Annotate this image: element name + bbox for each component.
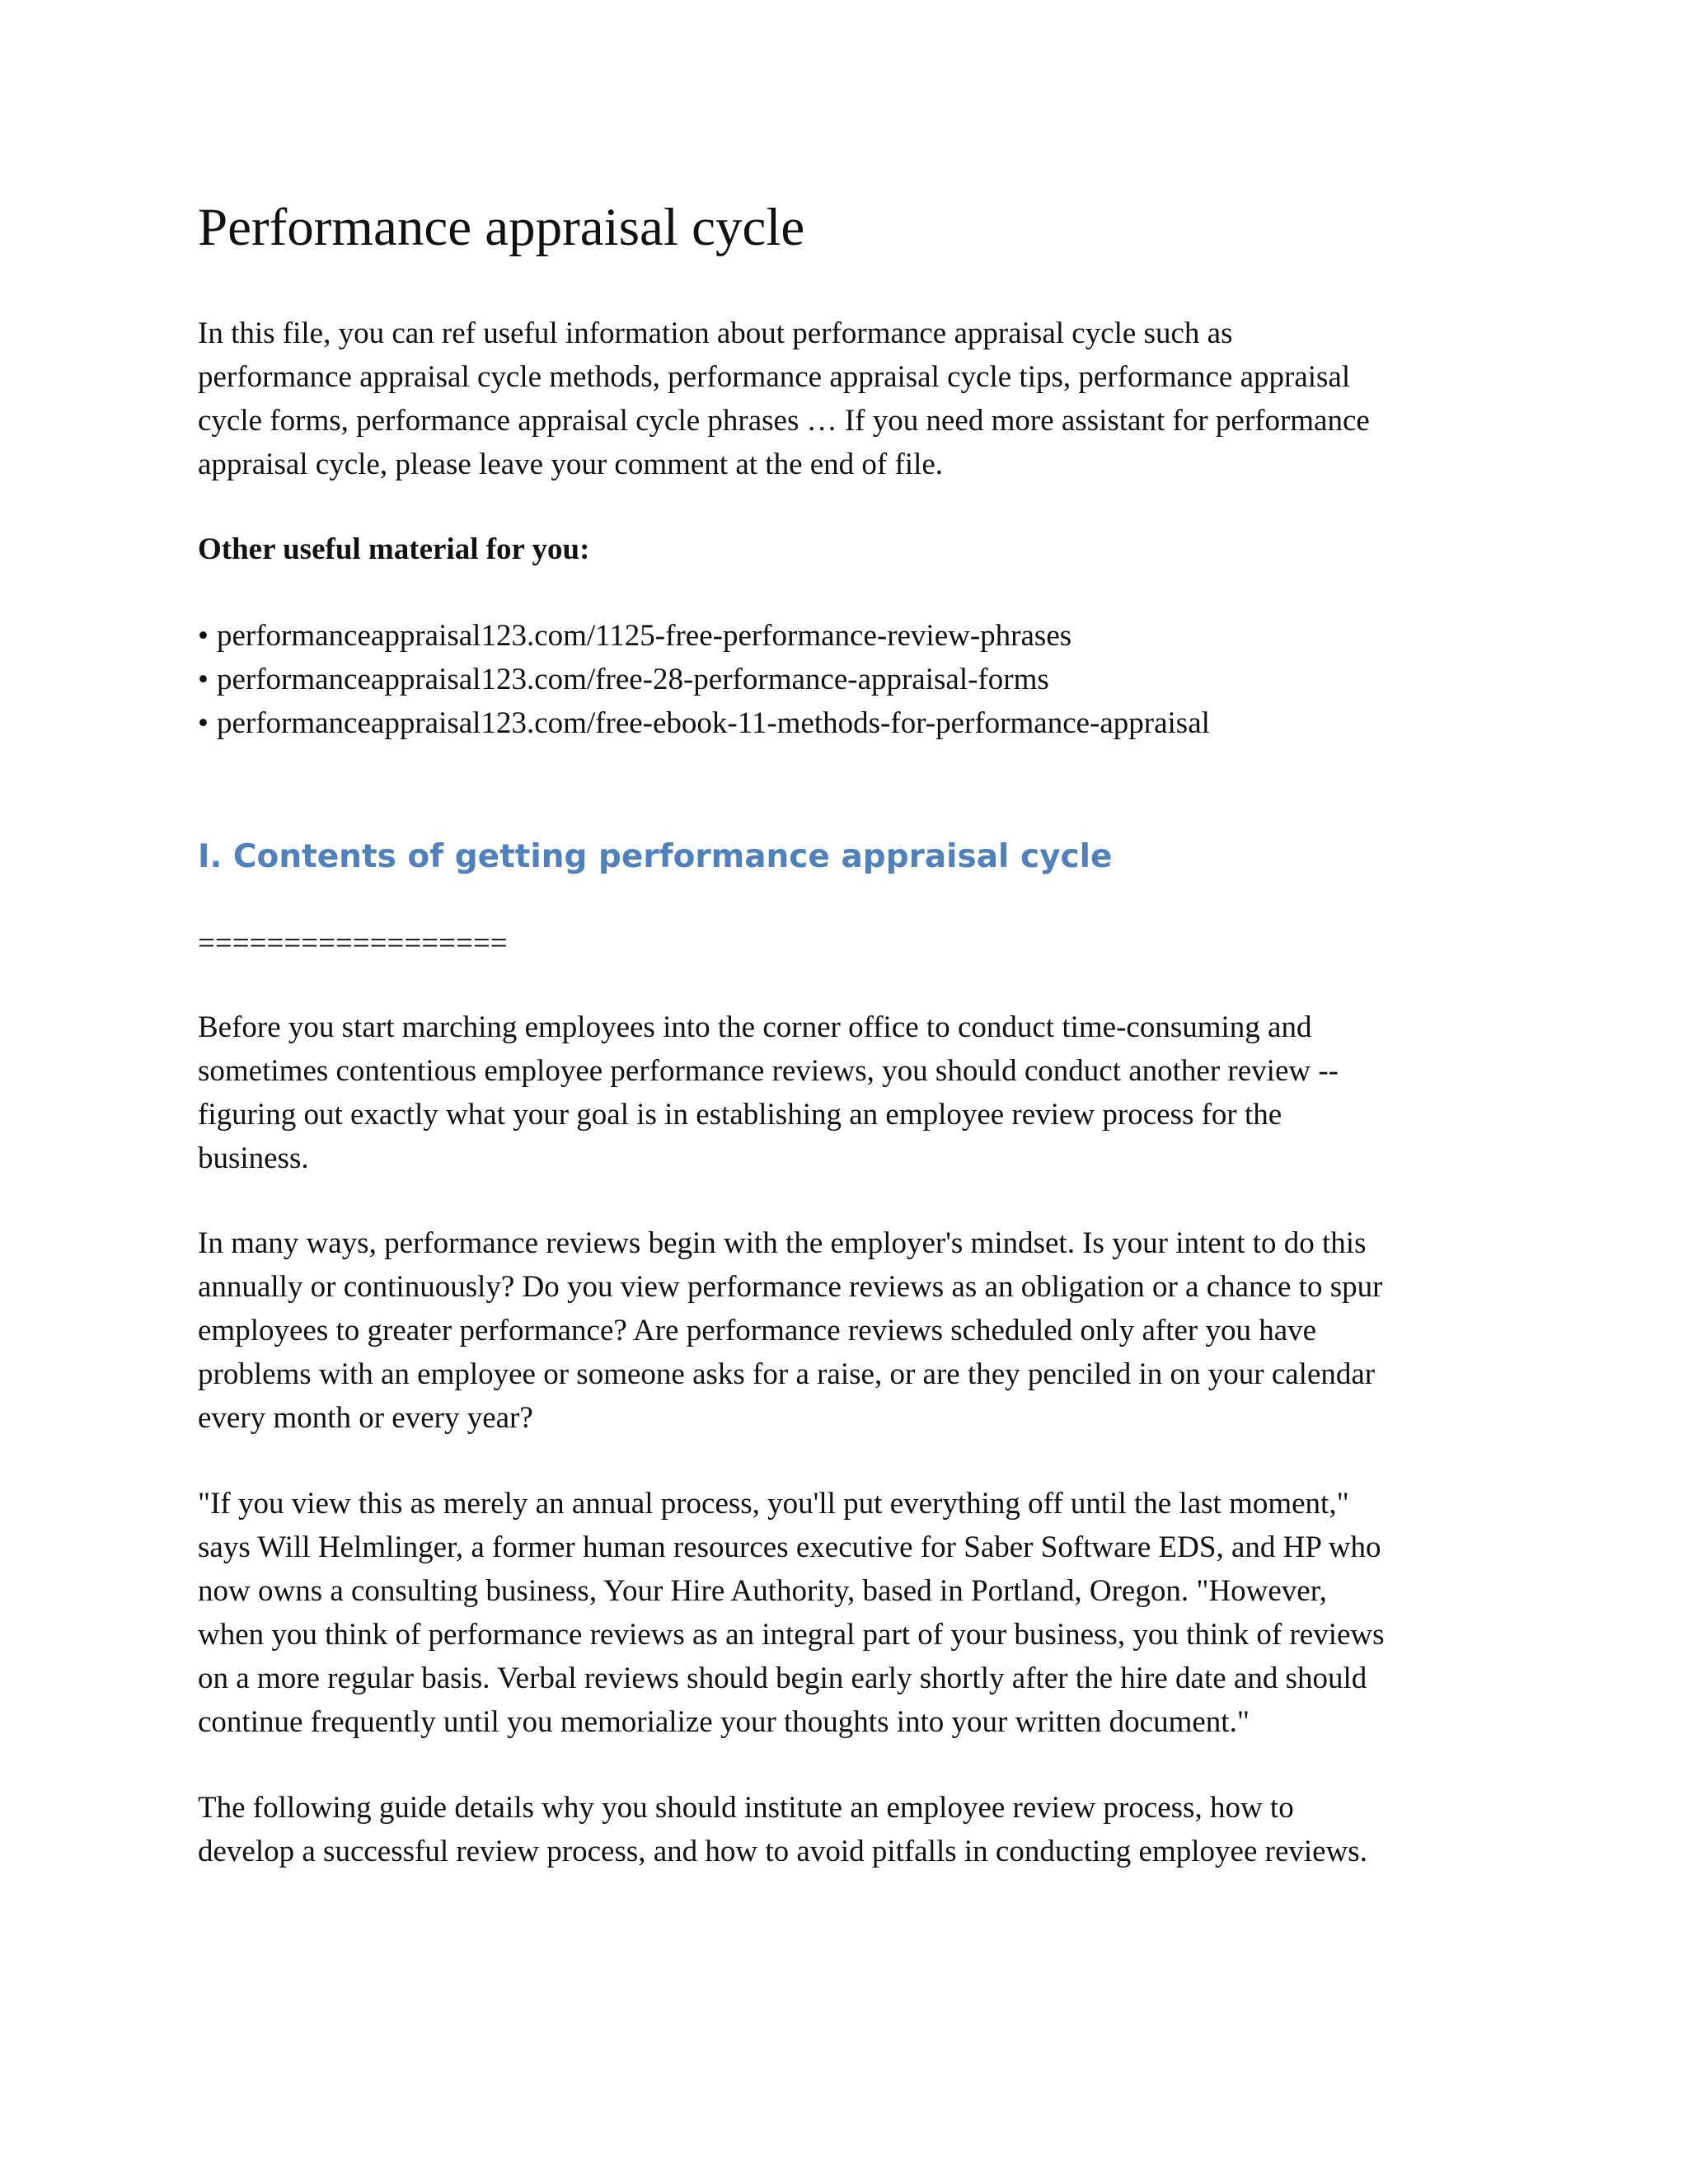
paragraph-line: now owns a consulting business, Your Hire Authority, based in Portland, Oregon. "However, (198, 1574, 1327, 1608)
paragraph-line: problems with an employee or someone asks for a raise, or are they penciled in on your calendar (198, 1357, 1376, 1391)
paragraph-line: figuring out exactly what your goal is in establishing an employee review process for the (198, 1098, 1282, 1132)
body-paragraph (198, 1005, 1500, 1180)
resource-link-text[interactable]: performanceappraisal123.com/free-28-performance-appraisal-forms (216, 663, 1049, 696)
resource-link-item[interactable] (198, 701, 1210, 745)
paragraph-line: annually or continuously? Do you view performance reviews as an obligation or a chance to spur (198, 1270, 1383, 1304)
intro-paragraph (198, 312, 1500, 486)
resource-link-item[interactable] (198, 614, 1210, 658)
bullet-icon: • (198, 619, 209, 653)
paragraph-line: develop a successful review process, and how to avoid pitfalls in conducting employee reviews. (198, 1835, 1367, 1868)
paragraph-line: employees to greater performance? Are performance reviews scheduled only after you have (198, 1314, 1317, 1347)
paragraph-line: when you think of performance reviews as an integral part of your business, you think of reviews (198, 1618, 1385, 1652)
paragraph-line: In many ways, performance reviews begin with the employer's mindset. Is your intent to do this (198, 1226, 1367, 1260)
paragraph-line: The following guide details why you should institute an employee review process, how to (198, 1791, 1294, 1825)
paragraph-line: continue frequently until you memorialize your thoughts into your written document." (198, 1705, 1250, 1739)
paragraph-line: on a more regular basis. Verbal reviews should begin early shortly after the hire date and should (198, 1661, 1367, 1695)
separator-line: ================== (198, 926, 508, 960)
paragraph-line: Before you start marching employees into the corner office to conduct time-consuming and (198, 1010, 1312, 1044)
resource-link-item[interactable] (198, 658, 1210, 701)
intro-line: performance appraisal cycle methods, performance appraisal cycle tips, performance appraisal (198, 360, 1351, 394)
page-title: Performance appraisal cycle (198, 198, 805, 257)
other-material-heading: Other useful material for you: (198, 532, 590, 566)
bullet-icon: • (198, 706, 209, 740)
intro-line: cycle forms, performance appraisal cycle phrases … If you need more assistant for performance (198, 404, 1370, 438)
body-paragraph (198, 1786, 1500, 1873)
resource-link-text[interactable]: performanceappraisal123.com/1125-free-performance-review-phrases (216, 619, 1072, 653)
section-heading: I. Contents of getting performance appraisal cycle (198, 838, 1113, 875)
bullet-icon: • (198, 663, 209, 696)
body-paragraph (198, 1221, 1500, 1440)
paragraph-line: every month or every year? (198, 1401, 533, 1435)
resource-link-text[interactable]: performanceappraisal123.com/free-ebook-11-methods-for-performance-appraisal (216, 706, 1210, 740)
paragraph-line: says Will Helmlinger, a former human resources executive for Saber Software EDS, and HP who (198, 1530, 1381, 1564)
paragraph-line: business. (198, 1141, 309, 1175)
paragraph-line: sometimes contentious employee performance reviews, you should conduct another review -- (198, 1054, 1339, 1088)
intro-line: In this file, you can ref useful information about performance appraisal cycle such as (198, 316, 1233, 350)
resource-link-list (198, 614, 1210, 745)
body-paragraph (198, 1482, 1500, 1744)
intro-line: appraisal cycle, please leave your comment at the end of file. (198, 448, 944, 481)
paragraph-line: "If you view this as merely an annual process, you'll put everything off until the last moment," (198, 1487, 1349, 1521)
